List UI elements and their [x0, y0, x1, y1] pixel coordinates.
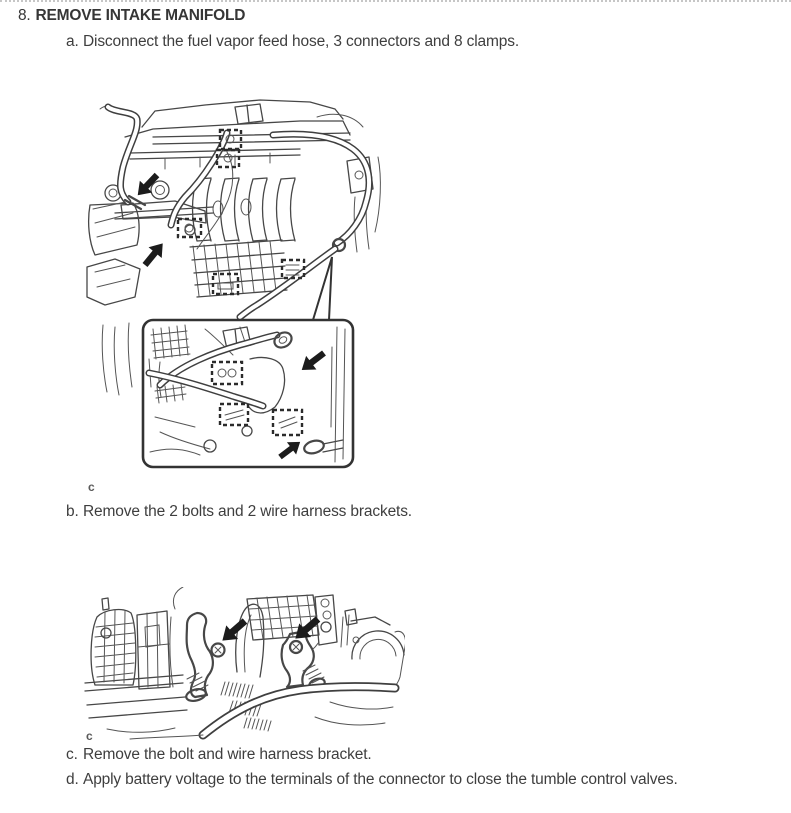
step-a-label: a.: [66, 33, 79, 50]
step-a: [66, 33, 519, 51]
inset-callout: [143, 320, 353, 467]
section-title: REMOVE INTAKE MANIFOLD: [35, 7, 246, 24]
step-c: [66, 746, 372, 764]
section-heading: [18, 7, 245, 25]
figure2-caption: c: [86, 729, 93, 743]
step-b: [66, 503, 412, 521]
figure1-caption: c: [88, 480, 95, 494]
step-d: [66, 771, 678, 789]
step-d-text: Apply battery voltage to the terminals of the connector to close the tumble control valves.: [83, 771, 678, 788]
pointer-arrow-icons: [132, 169, 170, 270]
step-d-label: d.: [66, 771, 79, 788]
step-a-text: Disconnect the fuel vapor feed hose, 3 connectors and 8 clamps.: [83, 33, 520, 50]
intake-manifold-diagram: [85, 97, 383, 474]
step-b-label: b.: [66, 503, 79, 520]
step-c-label: c.: [66, 746, 78, 763]
step-b-text: Remove the 2 bolts and 2 wire harness brackets.: [83, 503, 412, 520]
section-number: 8.: [18, 7, 31, 24]
step-c-text: Remove the bolt and wire harness bracket.: [83, 746, 372, 763]
wire-harness-bracket-diagram: [75, 587, 405, 747]
